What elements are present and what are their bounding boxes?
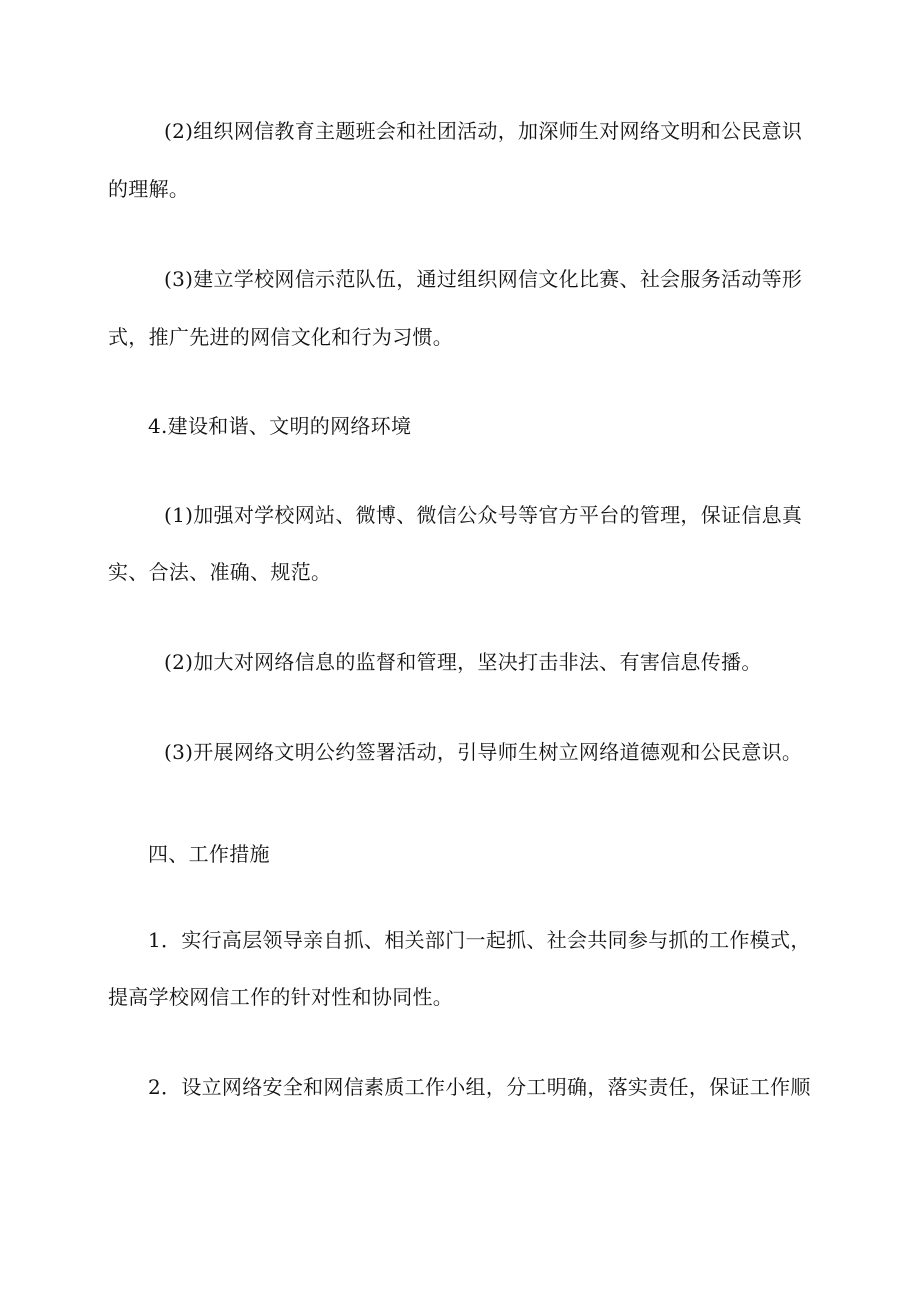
paragraph-line: 式，推广先进的网信文化和行为习惯。 — [108, 325, 454, 349]
paragraph-line: (3)建立学校网信示范队伍，通过组织网信文化比赛、社会服务活动等形 — [164, 267, 803, 291]
paragraph-line: (3)开展网络文明公约签署活动，引导师生树立网络道德观和公民意识。 — [164, 740, 803, 764]
paragraph-line: (1)加强对学校网站、微博、微信公众号等官方平台的管理，保证信息真 — [164, 503, 803, 527]
paragraph-line: (2)组织网信教育主题班会和社团活动，加深师生对网络文明和公民意识 — [164, 119, 803, 143]
paragraph-line: 1．实行高层领导亲自抓、相关部门一起抓、社会共同参与抓的工作模式， — [148, 928, 811, 952]
paragraph-line: (2)加大对网络信息的监督和管理，坚决打击非法、有害信息传播。 — [164, 650, 762, 674]
paragraph-line: 提高学校网信工作的针对性和协同性。 — [108, 985, 454, 1009]
paragraph-line: 的理解。 — [108, 177, 190, 201]
paragraph-line: 实、合法、准确、规范。 — [108, 560, 332, 584]
paragraph-line: 2．设立网络安全和网信素质工作小组，分工明确，落实责任，保证工作顺 — [148, 1075, 811, 1099]
section-heading: 4.建设和谐、文明的网络环境 — [148, 414, 412, 438]
section-heading: 四、工作措施 — [148, 842, 270, 866]
